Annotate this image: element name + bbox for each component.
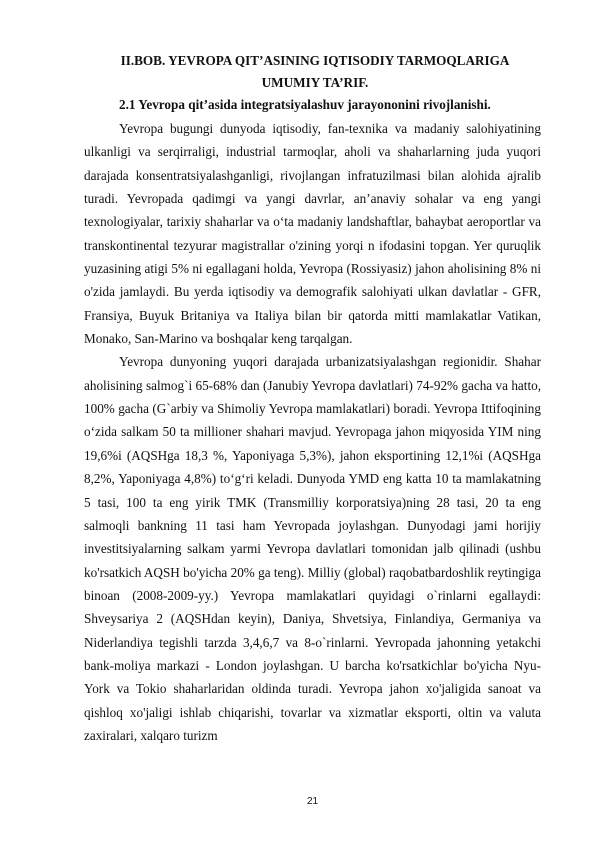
page-number: 21 — [306, 796, 319, 807]
chapter-title-line-1: II.BOB. YEVROPA QIT’ASINING IQTISODIY TARMOQLARIGA — [120, 53, 510, 68]
body-text — [84, 117, 541, 747]
chapter-title — [90, 50, 540, 94]
paragraph: Yevropa bugungi dunyoda iqtisodiy, fan-texnika va madaniy salohiyatining ulkanligi va serqirraligi, industrial tarmoqlar, aholi va shaharlarning juda yuqori darajada konsentratsiyalashganligi, rivojlangan infratuzilmasi bilan alohida ajralib turadi. Yevropada qadimgi va yangi davrlar, an’anaviy sohalar va eng yangi texnologiyalar, tarixiy shaharlar va o‘ta madaniy landshaftlar, bahaybat aeroportlar va transkontinental tezyurar magistrallar o'zining yorqi n ifodasini topgan. Yer quruqlik yuzasining atigi 5% ni egallagani holda, Yevropa (Rossiyasiz) jahon aholisining 8% ni o'zida jamlaydi. Bu yerda iqtisodiy va demografik salohiyati ulkan davlatlar - GFR, Fransiya, Buyuk Britaniya va Italiya bilan bir qatorda mitti mamlakatlar Vatikan, Monako, San-Marino va boshqalar keng tarqalgan. — [84, 121, 541, 347]
section-heading: 2.1 Yevropa qit’asida integratsiyalashuv jarayononini rivojlanishi. — [119, 97, 491, 112]
paragraph: Yevropa dunyoning yuqori darajada urbanizatsiyalashgan regionidir. Shahar aholisining salmog`i 65-68% dan (Janubiy Yevropa davlatlari) 74-92% gacha va hatto, 100% gacha (G`arbiy va Shimoliy Yevropa mamlakatlari) boradi. Yevropa Ittifoqining o‘zida salkam 50 ta millioner shahari mavjud. Yevropaga jahon miqyosida YIM ning 19,6%i (AQSHga 18,3 %, Yaponiyaga 5,3%), jahon eksportining 12,1%i (AQSHga 8,2%, Yaponiyaga 4,8%) to‘g‘ri keladi. Dunyoda YMD eng katta 10 ta mamlakatning 5 tasi, 100 ta eng yirik TMK (Transmilliy korporatsiya)ning 28 tasi, 20 ta eng salmoqli bankning 11 tasi ham Yevropada joylashgan. Dunyodagi jami horijiy investitsiyalarning salkam yarmi Yevropa davlatlari tomonidan jalb qilinadi (ushbu ko'rsatkich AQSH bo'yicha 20% ga teng). Milliy (global) raqobatbardoshlik reytingiga binoan (2008-2009-yy.) Yevropa mamlakatlari quyidagi o`rinlarni egallaydi: Shveysariya 2 (AQSHdan keyin), Daniya, Shvetsiya, Finlandiya, Germaniya va Niderlandiya tegishli tarzda 3,4,6,7 va 8-o`rinlarni. Yevropada jahonning yetakchi bank-moliya markazi - London joylashgan. U barcha ko'rsatkichlar bo'yicha Nyu-York va Tokio shaharlaridan oldinda turadi. Yevropa jahon xo'jaligida sanoat va qishloq xo'jaligi ishlab chiqarishi, tovarlar va xizmatlar eksporti, oltin va valuta zaxiralari, xalqaro turizm — [84, 354, 541, 743]
chapter-title-line-2: UMUMIY TA’RIF. — [261, 75, 369, 90]
